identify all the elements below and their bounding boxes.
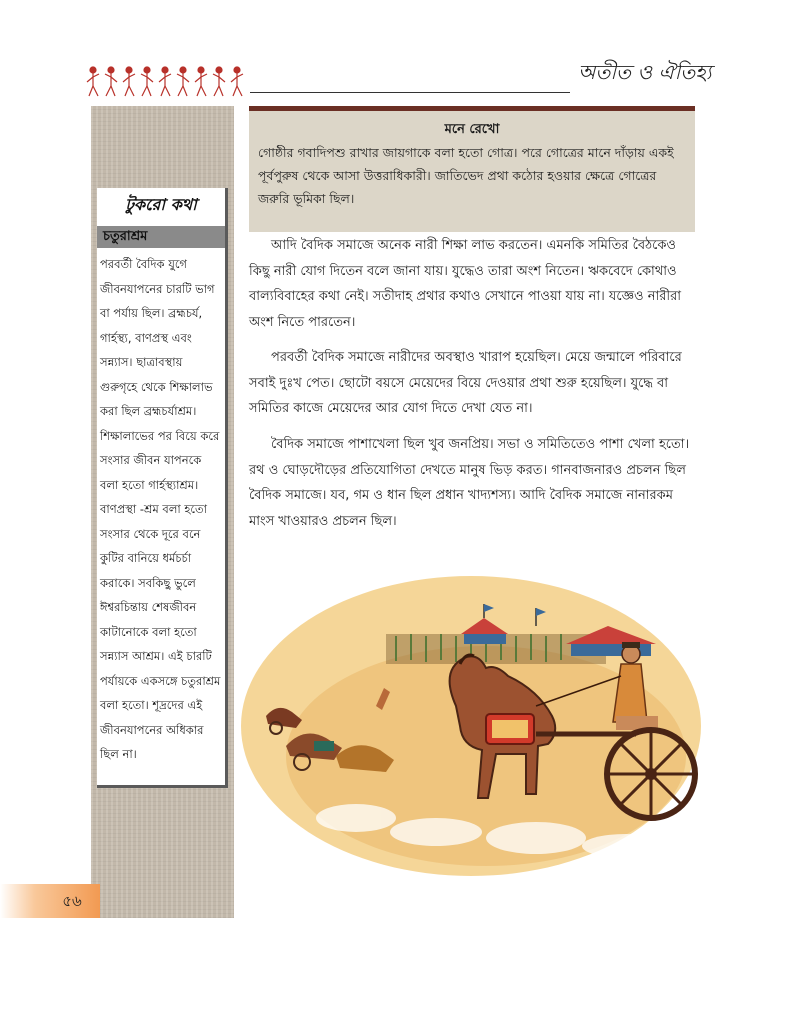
sidebar-heading: টুকরো কথা xyxy=(125,195,197,214)
sidebar-subheading: চতুরাশ্রম xyxy=(97,226,225,248)
sidebar-body-text xyxy=(100,252,222,782)
main-paragraph: আদি বৈদিক সমাজে অনেক নারী শিক্ষা লাভ করতেন। এমনকি সমিতির বৈঠকেও কিছু নারী যোগ দিতেন বলে জানা যায়। যুদ্ধেও তারা অংশ নিতেন। ঋকবেদে কোথাও বাল্যবিবাহের কথা নেই। সতীদাহ প্রথার কথাও সেখানে পাওয়া যায় না। যজ্ঞেও নারীরা অংশ নিতে পারতেন। xyxy=(249,238,682,330)
remember-title: মনে রেখো xyxy=(444,122,500,137)
remember-text: গোষ্ঠীর গবাদিপশু রাখার জায়গাকে বলা হতো গোত্র। পরে গোত্রের মানে দাঁড়ায় একই পূর্বপুরুষ থেকে আসা উত্তরাধিকারী। জাতিভেদ প্রথা কঠোর হওয়ার ক্ষেত্রে গোত্রের জরুরি ভূমিকা ছিল। xyxy=(258,145,674,206)
header-dancing-figures-decoration xyxy=(85,62,245,102)
sidebar-paragraph: পরবর্তী বৈদিক যুগে জীবনযাপনের চারটি ভাগ বা পর্যায় ছিল। ব্রহ্মচর্য, গার্হস্থ্য, বাণপ্রস্থ এবং সন্ন্যাস। ছাত্রাবস্থায় গুরুগৃহে থেকে শিক্ষালাভ করা ছিল ব্রহ্মচর্যাশ্রম। শিক্ষালাভের পর বিয়ে করে সংসার জীবন যাপনকে বলা হতো গার্হস্থ্যাশ্রম। বাণপ্রস্থা -শ্রম বলা হতো সংসার থেকে দূরে বনে কুটির বানিয়ে ধর্মচর্চা করাকে। সবকিছু ভুলে ঈশ্বরচিন্তায় শেষজীবন কাটানোকে বলা হতো সন্ন্যাস আশ্রম। এই চারটি পর্যায়কে একসঙ্গে চতুরাশ্রম বলা হতো। শূদ্রদের এই জীবনযাপনের অধিকার ছিল না। xyxy=(100,257,221,761)
header-rule xyxy=(250,92,570,93)
chariot-race-illustration xyxy=(236,556,706,896)
page-number: ৫৬ xyxy=(62,892,82,910)
book-title: অতীত ও ঐতিহ্য xyxy=(578,60,712,84)
remember-box xyxy=(249,106,695,232)
main-paragraph: বৈদিক সমাজে পাশাখেলা ছিল খুব জনপ্রিয়। সভা ও সমিতিতেও পাশা খেলা হতো। রথ ও ঘোড়দৌড়ের প্রতিযোগিতা দেখতে মানুষ ভিড় করত। গানবাজনারও প্রচলন ছিল বৈদিক সমাজে। যব, গম ও ধান ছিল প্রধান খাদ্যশস্য। আদি বৈদিক সমাজে নানারকম মাংস খাওয়ারও প্রচলন ছিল। xyxy=(249,437,690,529)
page-number-tab xyxy=(0,884,100,918)
main-paragraph: পরবর্তী বৈদিক সমাজে নারীদের অবস্থাও খারাপ হয়েছিল। মেয়ে জন্মালে পরিবারে সবাই দুঃখ পেত। ছোটো বয়সে মেয়েদের বিয়ে দেওয়ার প্রথা শুরু হয়েছিল। যুদ্ধে বা সমিতির কাজে মেয়েদের আর যোগ দিতে দেখা যেত না। xyxy=(249,350,682,416)
sidebar-note-card xyxy=(97,188,228,788)
